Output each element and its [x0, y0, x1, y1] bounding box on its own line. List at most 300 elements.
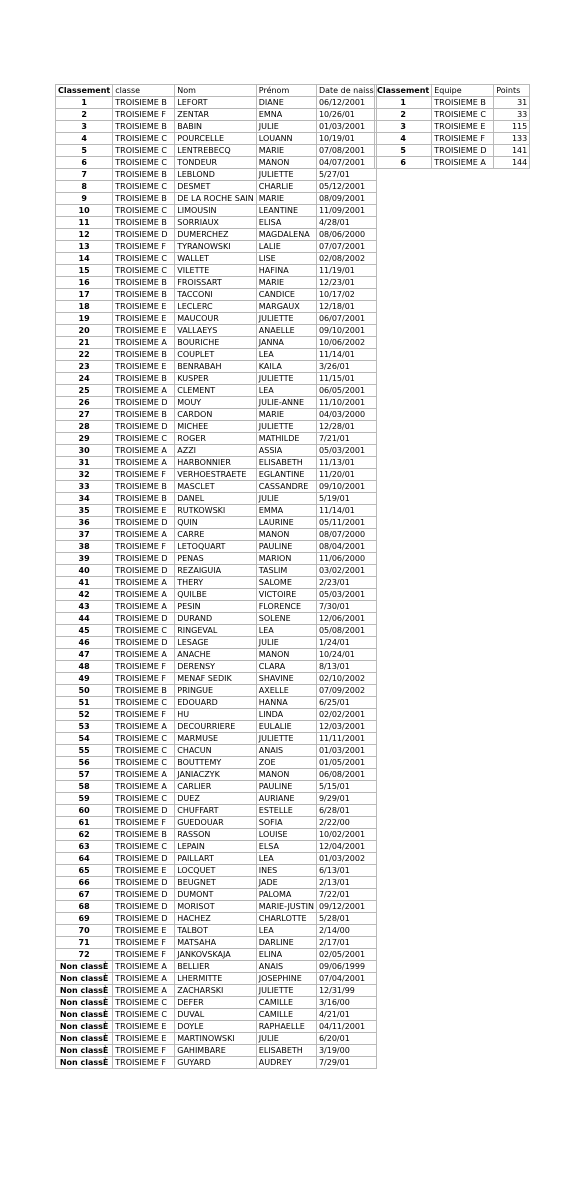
date-cell: 10/02/2001 — [316, 829, 376, 841]
nom-cell: RUTKOWSKI — [175, 505, 257, 517]
rank-cell: 61 — [56, 817, 113, 829]
nom-cell: LENTREBECQ — [175, 145, 257, 157]
prenom-cell: RAPHAELLE — [256, 1021, 316, 1033]
nom-cell: ROGER — [175, 433, 257, 445]
rank-cell: 25 — [56, 385, 113, 397]
table-row — [56, 349, 377, 361]
date-cell: 04/07/2001 — [316, 157, 376, 169]
table-row — [56, 745, 377, 757]
prenom-cell: JADE — [256, 877, 316, 889]
nom-cell: ZACHARSKI — [175, 985, 257, 997]
nom-cell: TALBOT — [175, 925, 257, 937]
classe-cell: TROISIEME A — [113, 961, 175, 973]
table-row — [56, 433, 377, 445]
date-cell: 2/14/00 — [316, 925, 376, 937]
nom-cell: DANEL — [175, 493, 257, 505]
table-row — [56, 589, 377, 601]
date-cell: 08/07/2000 — [316, 529, 376, 541]
prenom-cell: EMNA — [256, 109, 316, 121]
classe-cell: TROISIEME E — [113, 505, 175, 517]
classe-cell: TROISIEME B — [113, 97, 175, 109]
rank-cell: 16 — [56, 277, 113, 289]
table-row — [56, 469, 377, 481]
date-cell: 09/10/2001 — [316, 481, 376, 493]
team-rank-cell: 3 — [375, 121, 432, 133]
prenom-cell: MARIE — [256, 409, 316, 421]
equipe-cell: TROISIEME B — [432, 97, 494, 109]
table-row — [56, 457, 377, 469]
rank-cell: 33 — [56, 481, 113, 493]
date-cell: 6/20/01 — [316, 1033, 376, 1045]
classe-cell: TROISIEME A — [113, 781, 175, 793]
prenom-cell: CASSANDRE — [256, 481, 316, 493]
rank-cell: 28 — [56, 421, 113, 433]
classe-cell: TROISIEME A — [113, 457, 175, 469]
classe-cell: TROISIEME C — [113, 133, 175, 145]
table-row — [56, 145, 377, 157]
prenom-cell: JULIETTE — [256, 373, 316, 385]
rank-cell: 65 — [56, 865, 113, 877]
team-row — [375, 157, 530, 169]
prenom-cell: ELISABETH — [256, 1045, 316, 1057]
table-row — [56, 169, 377, 181]
team-rank-cell: 6 — [375, 157, 432, 169]
classe-cell: TROISIEME D — [113, 397, 175, 409]
prenom-cell: MANON — [256, 649, 316, 661]
table-row — [56, 937, 377, 949]
date-cell: 06/08/2001 — [316, 769, 376, 781]
classe-cell: TROISIEME F — [113, 109, 175, 121]
prenom-cell: CLARA — [256, 661, 316, 673]
prenom-cell: CANDICE — [256, 289, 316, 301]
rank-cell: 60 — [56, 805, 113, 817]
equipe-cell: TROISIEME F — [432, 133, 494, 145]
classe-cell: TROISIEME A — [113, 973, 175, 985]
date-cell: 2/23/01 — [316, 577, 376, 589]
prenom-cell: ELINA — [256, 949, 316, 961]
table-row — [56, 661, 377, 673]
date-cell: 05/03/2001 — [316, 589, 376, 601]
prenom-cell: MARION — [256, 553, 316, 565]
prenom-cell: EMMA — [256, 505, 316, 517]
classe-cell: TROISIEME B — [113, 277, 175, 289]
classe-cell: TROISIEME B — [113, 829, 175, 841]
table-row — [56, 577, 377, 589]
classe-cell: TROISIEME D — [113, 421, 175, 433]
classe-cell: TROISIEME F — [113, 817, 175, 829]
header-classement: Classement — [56, 85, 113, 97]
table-row — [56, 841, 377, 853]
date-cell: 12/23/01 — [316, 277, 376, 289]
rank-cell: 47 — [56, 649, 113, 661]
date-cell: 4/28/01 — [316, 217, 376, 229]
date-cell: 11/20/01 — [316, 469, 376, 481]
rank-cell: 53 — [56, 721, 113, 733]
prenom-cell: LEA — [256, 925, 316, 937]
table-row — [56, 601, 377, 613]
nom-cell: BOURICHE — [175, 337, 257, 349]
rank-cell: 37 — [56, 529, 113, 541]
nom-cell: COUPLET — [175, 349, 257, 361]
date-cell: 07/04/2001 — [316, 973, 376, 985]
classe-cell: TROISIEME B — [113, 193, 175, 205]
table-row — [56, 181, 377, 193]
nom-cell: DESMET — [175, 181, 257, 193]
table-row — [56, 97, 377, 109]
rank-cell: 18 — [56, 301, 113, 313]
rank-cell: Non classÈ — [56, 961, 113, 973]
table-row — [56, 337, 377, 349]
table-row — [56, 1057, 377, 1069]
table-row — [56, 973, 377, 985]
rank-cell: Non classÈ — [56, 1033, 113, 1045]
nom-cell: DUVAL — [175, 1009, 257, 1021]
nom-cell: CARRE — [175, 529, 257, 541]
header-nom: Nom — [175, 85, 257, 97]
nom-cell: LHERMITTE — [175, 973, 257, 985]
date-cell: 12/06/2001 — [316, 613, 376, 625]
classe-cell: TROISIEME A — [113, 601, 175, 613]
prenom-cell: ANAIS — [256, 961, 316, 973]
table-row — [56, 985, 377, 997]
rank-cell: Non classÈ — [56, 985, 113, 997]
rank-cell: 4 — [56, 133, 113, 145]
equipe-cell: TROISIEME E — [432, 121, 494, 133]
date-cell: 12/18/01 — [316, 301, 376, 313]
rank-cell: 68 — [56, 901, 113, 913]
classe-cell: TROISIEME B — [113, 349, 175, 361]
rank-cell: 11 — [56, 217, 113, 229]
table-row — [56, 625, 377, 637]
prenom-cell: LALIE — [256, 241, 316, 253]
prenom-cell: ANAIS — [256, 745, 316, 757]
classe-cell: TROISIEME B — [113, 493, 175, 505]
prenom-cell: JULIETTE — [256, 733, 316, 745]
team-header-equipe: Equipe — [432, 85, 494, 97]
date-cell: 05/08/2001 — [316, 625, 376, 637]
prenom-cell: MARIE-JUSTIN — [256, 901, 316, 913]
nom-cell: DE LA ROCHE SAIN — [175, 193, 257, 205]
table-row — [56, 829, 377, 841]
date-cell: 5/28/01 — [316, 913, 376, 925]
team-row — [375, 145, 530, 157]
rank-cell: 51 — [56, 697, 113, 709]
rank-cell: 24 — [56, 373, 113, 385]
date-cell: 12/04/2001 — [316, 841, 376, 853]
points-cell: 31 — [494, 97, 530, 109]
rank-cell: 36 — [56, 517, 113, 529]
classe-cell: TROISIEME A — [113, 529, 175, 541]
date-cell: 06/05/2001 — [316, 385, 376, 397]
classe-cell: TROISIEME D — [113, 565, 175, 577]
rank-cell: 34 — [56, 493, 113, 505]
nom-cell: DURAND — [175, 613, 257, 625]
rank-cell: Non classÈ — [56, 1057, 113, 1069]
table-row — [56, 997, 377, 1009]
classe-cell: TROISIEME E — [113, 301, 175, 313]
table-row — [56, 757, 377, 769]
classe-cell: TROISIEME A — [113, 721, 175, 733]
date-cell: 09/12/2001 — [316, 901, 376, 913]
prenom-cell: DARLINE — [256, 937, 316, 949]
ranking-body — [56, 97, 377, 1069]
nom-cell: BENRABAH — [175, 361, 257, 373]
equipe-cell: TROISIEME D — [432, 145, 494, 157]
classe-cell: TROISIEME B — [113, 289, 175, 301]
date-cell: 11/09/2001 — [316, 205, 376, 217]
prenom-cell: ASSIA — [256, 445, 316, 457]
rank-cell: 66 — [56, 877, 113, 889]
nom-cell: CHUFFART — [175, 805, 257, 817]
prenom-cell: MATHILDE — [256, 433, 316, 445]
classe-cell: TROISIEME D — [113, 229, 175, 241]
prenom-cell: KAILA — [256, 361, 316, 373]
date-cell: 7/22/01 — [316, 889, 376, 901]
prenom-cell: LEA — [256, 853, 316, 865]
nom-cell: MAUCOUR — [175, 313, 257, 325]
nom-cell: TONDEUR — [175, 157, 257, 169]
ranking-table — [55, 84, 377, 1069]
prenom-cell: LEA — [256, 385, 316, 397]
team-rank-cell: 1 — [375, 97, 432, 109]
nom-cell: FROISSART — [175, 277, 257, 289]
date-cell: 12/31/99 — [316, 985, 376, 997]
rank-cell: 41 — [56, 577, 113, 589]
header-classe: classe — [113, 85, 175, 97]
classe-cell: TROISIEME B — [113, 373, 175, 385]
nom-cell: JANKOVSKAJA — [175, 949, 257, 961]
date-cell: 01/03/2001 — [316, 745, 376, 757]
team-row — [375, 97, 530, 109]
nom-cell: CARLIER — [175, 781, 257, 793]
table-row — [56, 109, 377, 121]
rank-cell: 14 — [56, 253, 113, 265]
prenom-cell: ELISA — [256, 217, 316, 229]
table-row — [56, 229, 377, 241]
nom-cell: VERHOESTRAETE — [175, 469, 257, 481]
prenom-cell: CHARLOTTE — [256, 913, 316, 925]
prenom-cell: JULIETTE — [256, 985, 316, 997]
prenom-cell: SHAVINE — [256, 673, 316, 685]
classe-cell: TROISIEME B — [113, 481, 175, 493]
nom-cell: GAHIMBARE — [175, 1045, 257, 1057]
table-row — [56, 385, 377, 397]
table-row — [56, 1021, 377, 1033]
classe-cell: TROISIEME B — [113, 685, 175, 697]
prenom-cell: EULALIE — [256, 721, 316, 733]
nom-cell: GUYARD — [175, 1057, 257, 1069]
nom-cell: LESAGE — [175, 637, 257, 649]
prenom-cell: ELISABETH — [256, 457, 316, 469]
table-row — [56, 313, 377, 325]
table-row — [56, 397, 377, 409]
rank-cell: Non classÈ — [56, 1009, 113, 1021]
classe-cell: TROISIEME C — [113, 793, 175, 805]
classe-cell: TROISIEME A — [113, 337, 175, 349]
prenom-cell: PALOMA — [256, 889, 316, 901]
prenom-cell: LEANTINE — [256, 205, 316, 217]
rank-cell: 3 — [56, 121, 113, 133]
team-header-row — [375, 85, 530, 97]
prenom-cell: EGLANTINE — [256, 469, 316, 481]
prenom-cell: LINDA — [256, 709, 316, 721]
table-row — [56, 565, 377, 577]
classe-cell: TROISIEME F — [113, 541, 175, 553]
classe-cell: TROISIEME C — [113, 205, 175, 217]
table-row — [56, 241, 377, 253]
classe-cell: TROISIEME D — [113, 913, 175, 925]
table-row — [56, 325, 377, 337]
prenom-cell: MARGAUX — [256, 301, 316, 313]
date-cell: 1/24/01 — [316, 637, 376, 649]
date-cell: 04/03/2000 — [316, 409, 376, 421]
classe-cell: TROISIEME B — [113, 169, 175, 181]
team-header-points: Points — [494, 85, 530, 97]
date-cell: 02/05/2001 — [316, 949, 376, 961]
nom-cell: HACHEZ — [175, 913, 257, 925]
table-row — [56, 721, 377, 733]
classe-cell: TROISIEME D — [113, 805, 175, 817]
nom-cell: RASSON — [175, 829, 257, 841]
rank-cell: 7 — [56, 169, 113, 181]
team-row — [375, 121, 530, 133]
rank-cell: 39 — [56, 553, 113, 565]
rank-cell: 55 — [56, 745, 113, 757]
rank-cell: 58 — [56, 781, 113, 793]
date-cell: 12/03/2001 — [316, 721, 376, 733]
classe-cell: TROISIEME A — [113, 589, 175, 601]
header-prenom: Prénom — [256, 85, 316, 97]
table-row — [56, 157, 377, 169]
table-row — [56, 649, 377, 661]
classe-cell: TROISIEME E — [113, 865, 175, 877]
classe-cell: TROISIEME C — [113, 625, 175, 637]
table-row — [56, 193, 377, 205]
table-row — [56, 817, 377, 829]
table-row — [56, 613, 377, 625]
prenom-cell: MANON — [256, 157, 316, 169]
nom-cell: DUMONT — [175, 889, 257, 901]
nom-cell: QUILBE — [175, 589, 257, 601]
classe-cell: TROISIEME F — [113, 673, 175, 685]
date-cell: 05/12/2001 — [316, 181, 376, 193]
date-cell: 03/02/2001 — [316, 565, 376, 577]
rank-cell: 21 — [56, 337, 113, 349]
table-row — [56, 253, 377, 265]
date-cell: 01/03/2001 — [316, 121, 376, 133]
prenom-cell: SALOME — [256, 577, 316, 589]
classe-cell: TROISIEME C — [113, 181, 175, 193]
table-row — [56, 853, 377, 865]
table-row — [56, 877, 377, 889]
nom-cell: RINGEVAL — [175, 625, 257, 637]
prenom-cell: JULIETTE — [256, 313, 316, 325]
nom-cell: BOUTTEMY — [175, 757, 257, 769]
nom-cell: MARMUSE — [175, 733, 257, 745]
classe-cell: TROISIEME D — [113, 637, 175, 649]
date-cell: 5/27/01 — [316, 169, 376, 181]
prenom-cell: INES — [256, 865, 316, 877]
team-header-classement: Classement — [375, 85, 432, 97]
rank-cell: 35 — [56, 505, 113, 517]
points-cell: 144 — [494, 157, 530, 169]
equipe-cell: TROISIEME C — [432, 109, 494, 121]
nom-cell: EDOUARD — [175, 697, 257, 709]
nom-cell: LETOQUART — [175, 541, 257, 553]
prenom-cell: JULIETTE — [256, 421, 316, 433]
classe-cell: TROISIEME D — [113, 517, 175, 529]
rank-cell: 59 — [56, 793, 113, 805]
nom-cell: DUMERCHEZ — [175, 229, 257, 241]
table-row — [56, 889, 377, 901]
table-row — [56, 361, 377, 373]
nom-cell: SORRIAUX — [175, 217, 257, 229]
nom-cell: ANACHE — [175, 649, 257, 661]
nom-cell: MARTINOWSKI — [175, 1033, 257, 1045]
nom-cell: MORISOT — [175, 901, 257, 913]
prenom-cell: LEA — [256, 349, 316, 361]
date-cell: 2/17/01 — [316, 937, 376, 949]
nom-cell: POURCELLE — [175, 133, 257, 145]
nom-cell: PESIN — [175, 601, 257, 613]
classe-cell: TROISIEME A — [113, 649, 175, 661]
rank-cell: 40 — [56, 565, 113, 577]
date-cell: 05/11/2001 — [316, 517, 376, 529]
classe-cell: TROISIEME B — [113, 409, 175, 421]
date-cell: 2/22/00 — [316, 817, 376, 829]
classe-cell: TROISIEME F — [113, 661, 175, 673]
classe-cell: TROISIEME C — [113, 253, 175, 265]
date-cell: 5/19/01 — [316, 493, 376, 505]
nom-cell: LECLERC — [175, 301, 257, 313]
rank-cell: 64 — [56, 853, 113, 865]
prenom-cell: AURIANE — [256, 793, 316, 805]
date-cell: 02/02/2001 — [316, 709, 376, 721]
nom-cell: KUSPER — [175, 373, 257, 385]
rank-cell: 9 — [56, 193, 113, 205]
table-row — [56, 301, 377, 313]
table-row — [56, 409, 377, 421]
classe-cell: TROISIEME C — [113, 145, 175, 157]
nom-cell: BELLIER — [175, 961, 257, 973]
date-cell: 08/09/2001 — [316, 193, 376, 205]
nom-cell: LIMOUSIN — [175, 205, 257, 217]
prenom-cell: JOSEPHINE — [256, 973, 316, 985]
date-cell: 7/29/01 — [316, 1057, 376, 1069]
rank-cell: 62 — [56, 829, 113, 841]
date-cell: 10/17/02 — [316, 289, 376, 301]
table-row — [56, 673, 377, 685]
rank-cell: 67 — [56, 889, 113, 901]
rank-cell: 30 — [56, 445, 113, 457]
nom-cell: CARDON — [175, 409, 257, 421]
table-row — [56, 1033, 377, 1045]
table-row — [56, 481, 377, 493]
classe-cell: TROISIEME A — [113, 577, 175, 589]
table-row — [56, 697, 377, 709]
rank-cell: 22 — [56, 349, 113, 361]
rank-cell: 13 — [56, 241, 113, 253]
nom-cell: BABIN — [175, 121, 257, 133]
classe-cell: TROISIEME C — [113, 745, 175, 757]
date-cell: 5/15/01 — [316, 781, 376, 793]
date-cell: 2/13/01 — [316, 877, 376, 889]
classe-cell: TROISIEME F — [113, 1057, 175, 1069]
nom-cell: MASCLET — [175, 481, 257, 493]
table-row — [56, 529, 377, 541]
date-cell: 10/26/01 — [316, 109, 376, 121]
table-row — [56, 769, 377, 781]
